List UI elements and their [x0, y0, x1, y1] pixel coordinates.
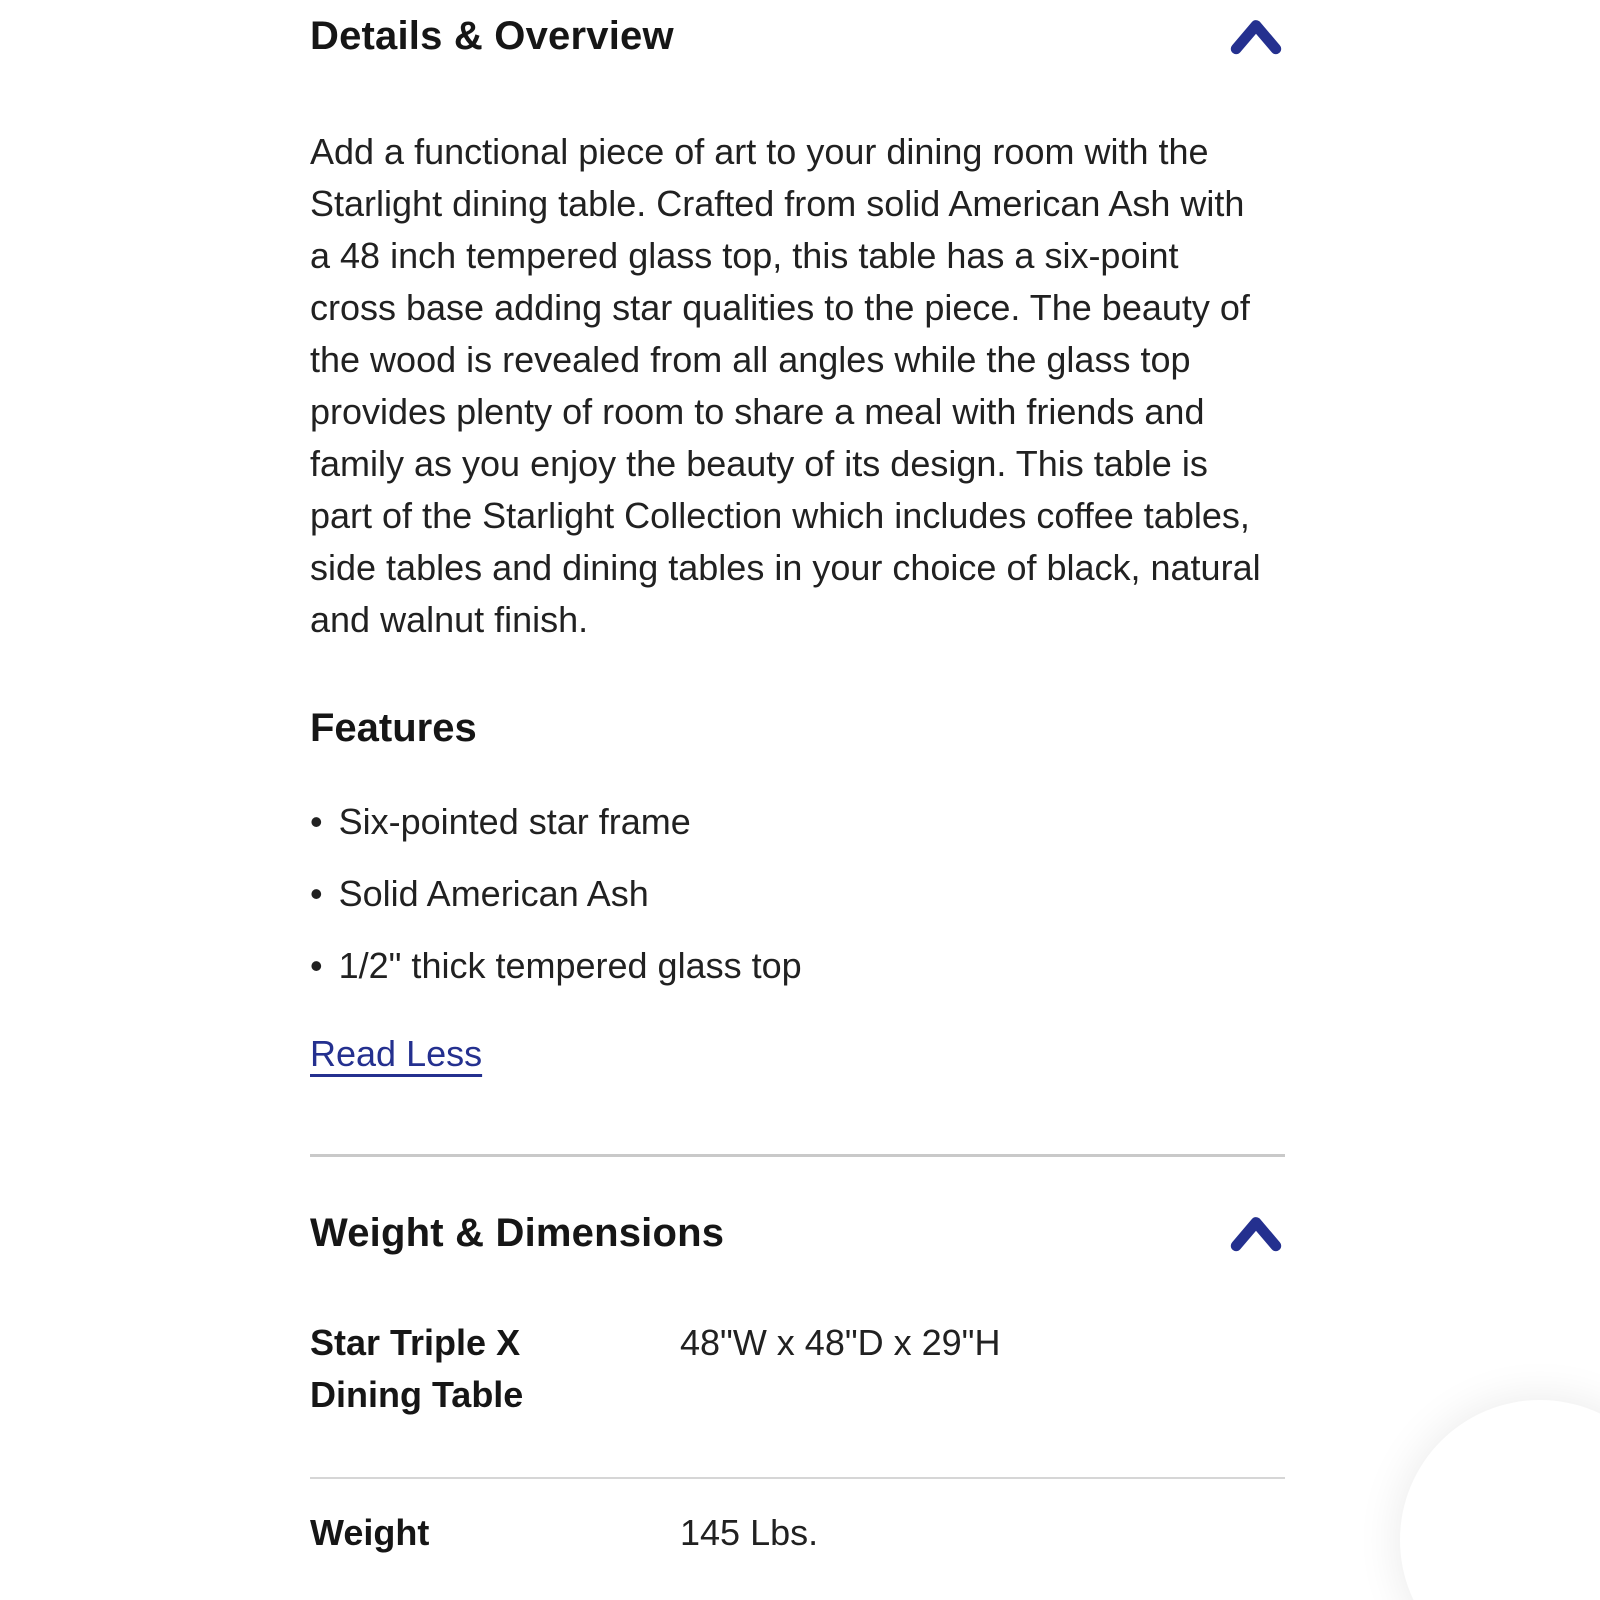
- chevron-up-icon: [1227, 15, 1285, 57]
- bullet-marker: •: [310, 801, 323, 842]
- features-heading: Features: [310, 706, 477, 750]
- feature-item: [310, 868, 1285, 920]
- spec-row-dimensions: [310, 1317, 1285, 1421]
- details-overview-header[interactable]: [310, 8, 1285, 64]
- spec-value: 48"W x 48"D x 29"H: [680, 1322, 1001, 1363]
- weight-dimensions-header[interactable]: [310, 1205, 1285, 1261]
- dimensions-collapse-button[interactable]: [1227, 1212, 1285, 1254]
- details-overview-title: Details & Overview: [310, 14, 674, 58]
- bullet-marker: •: [310, 873, 323, 914]
- feature-text: Six-pointed star frame: [338, 801, 691, 842]
- section-divider: [310, 1154, 1285, 1157]
- feature-text: 1/2" thick tempered glass top: [338, 945, 802, 986]
- spec-row-weight: [310, 1507, 1285, 1559]
- product-description: Add a functional piece of art to your dining room with the Starlight dining table. Crafted from solid American Ash with a 48 inch tempered glass top, this table has a six-point cross base adding star qualities to the piece. The beauty of the wood is revealed from all angles while the glass top provides plenty of room to share a meal with friends and family as you enjoy the beauty of its design. This table is part of the Starlight Collection which includes coffee tables, side tables and dining tables in your choice of black, natural and walnut finish.: [310, 131, 1261, 640]
- details-overview-section: [310, 8, 1285, 1080]
- weight-dimensions-section: [310, 1205, 1285, 1559]
- spec-divider: [310, 1477, 1285, 1479]
- bullet-marker: •: [310, 945, 323, 986]
- feature-item: [310, 796, 1285, 848]
- spec-label: Star Triple X Dining Table: [310, 1322, 524, 1415]
- read-less-link[interactable]: Read Less: [310, 1033, 483, 1074]
- feature-text: Solid American Ash: [338, 873, 649, 914]
- weight-dimensions-title: Weight & Dimensions: [310, 1211, 725, 1255]
- spec-value: 145 Lbs.: [680, 1512, 819, 1553]
- feature-item: [310, 940, 1285, 992]
- details-collapse-button[interactable]: [1227, 15, 1285, 57]
- features-list: [310, 796, 1285, 992]
- spec-label: Weight: [310, 1512, 430, 1553]
- chevron-up-icon: [1227, 1212, 1285, 1254]
